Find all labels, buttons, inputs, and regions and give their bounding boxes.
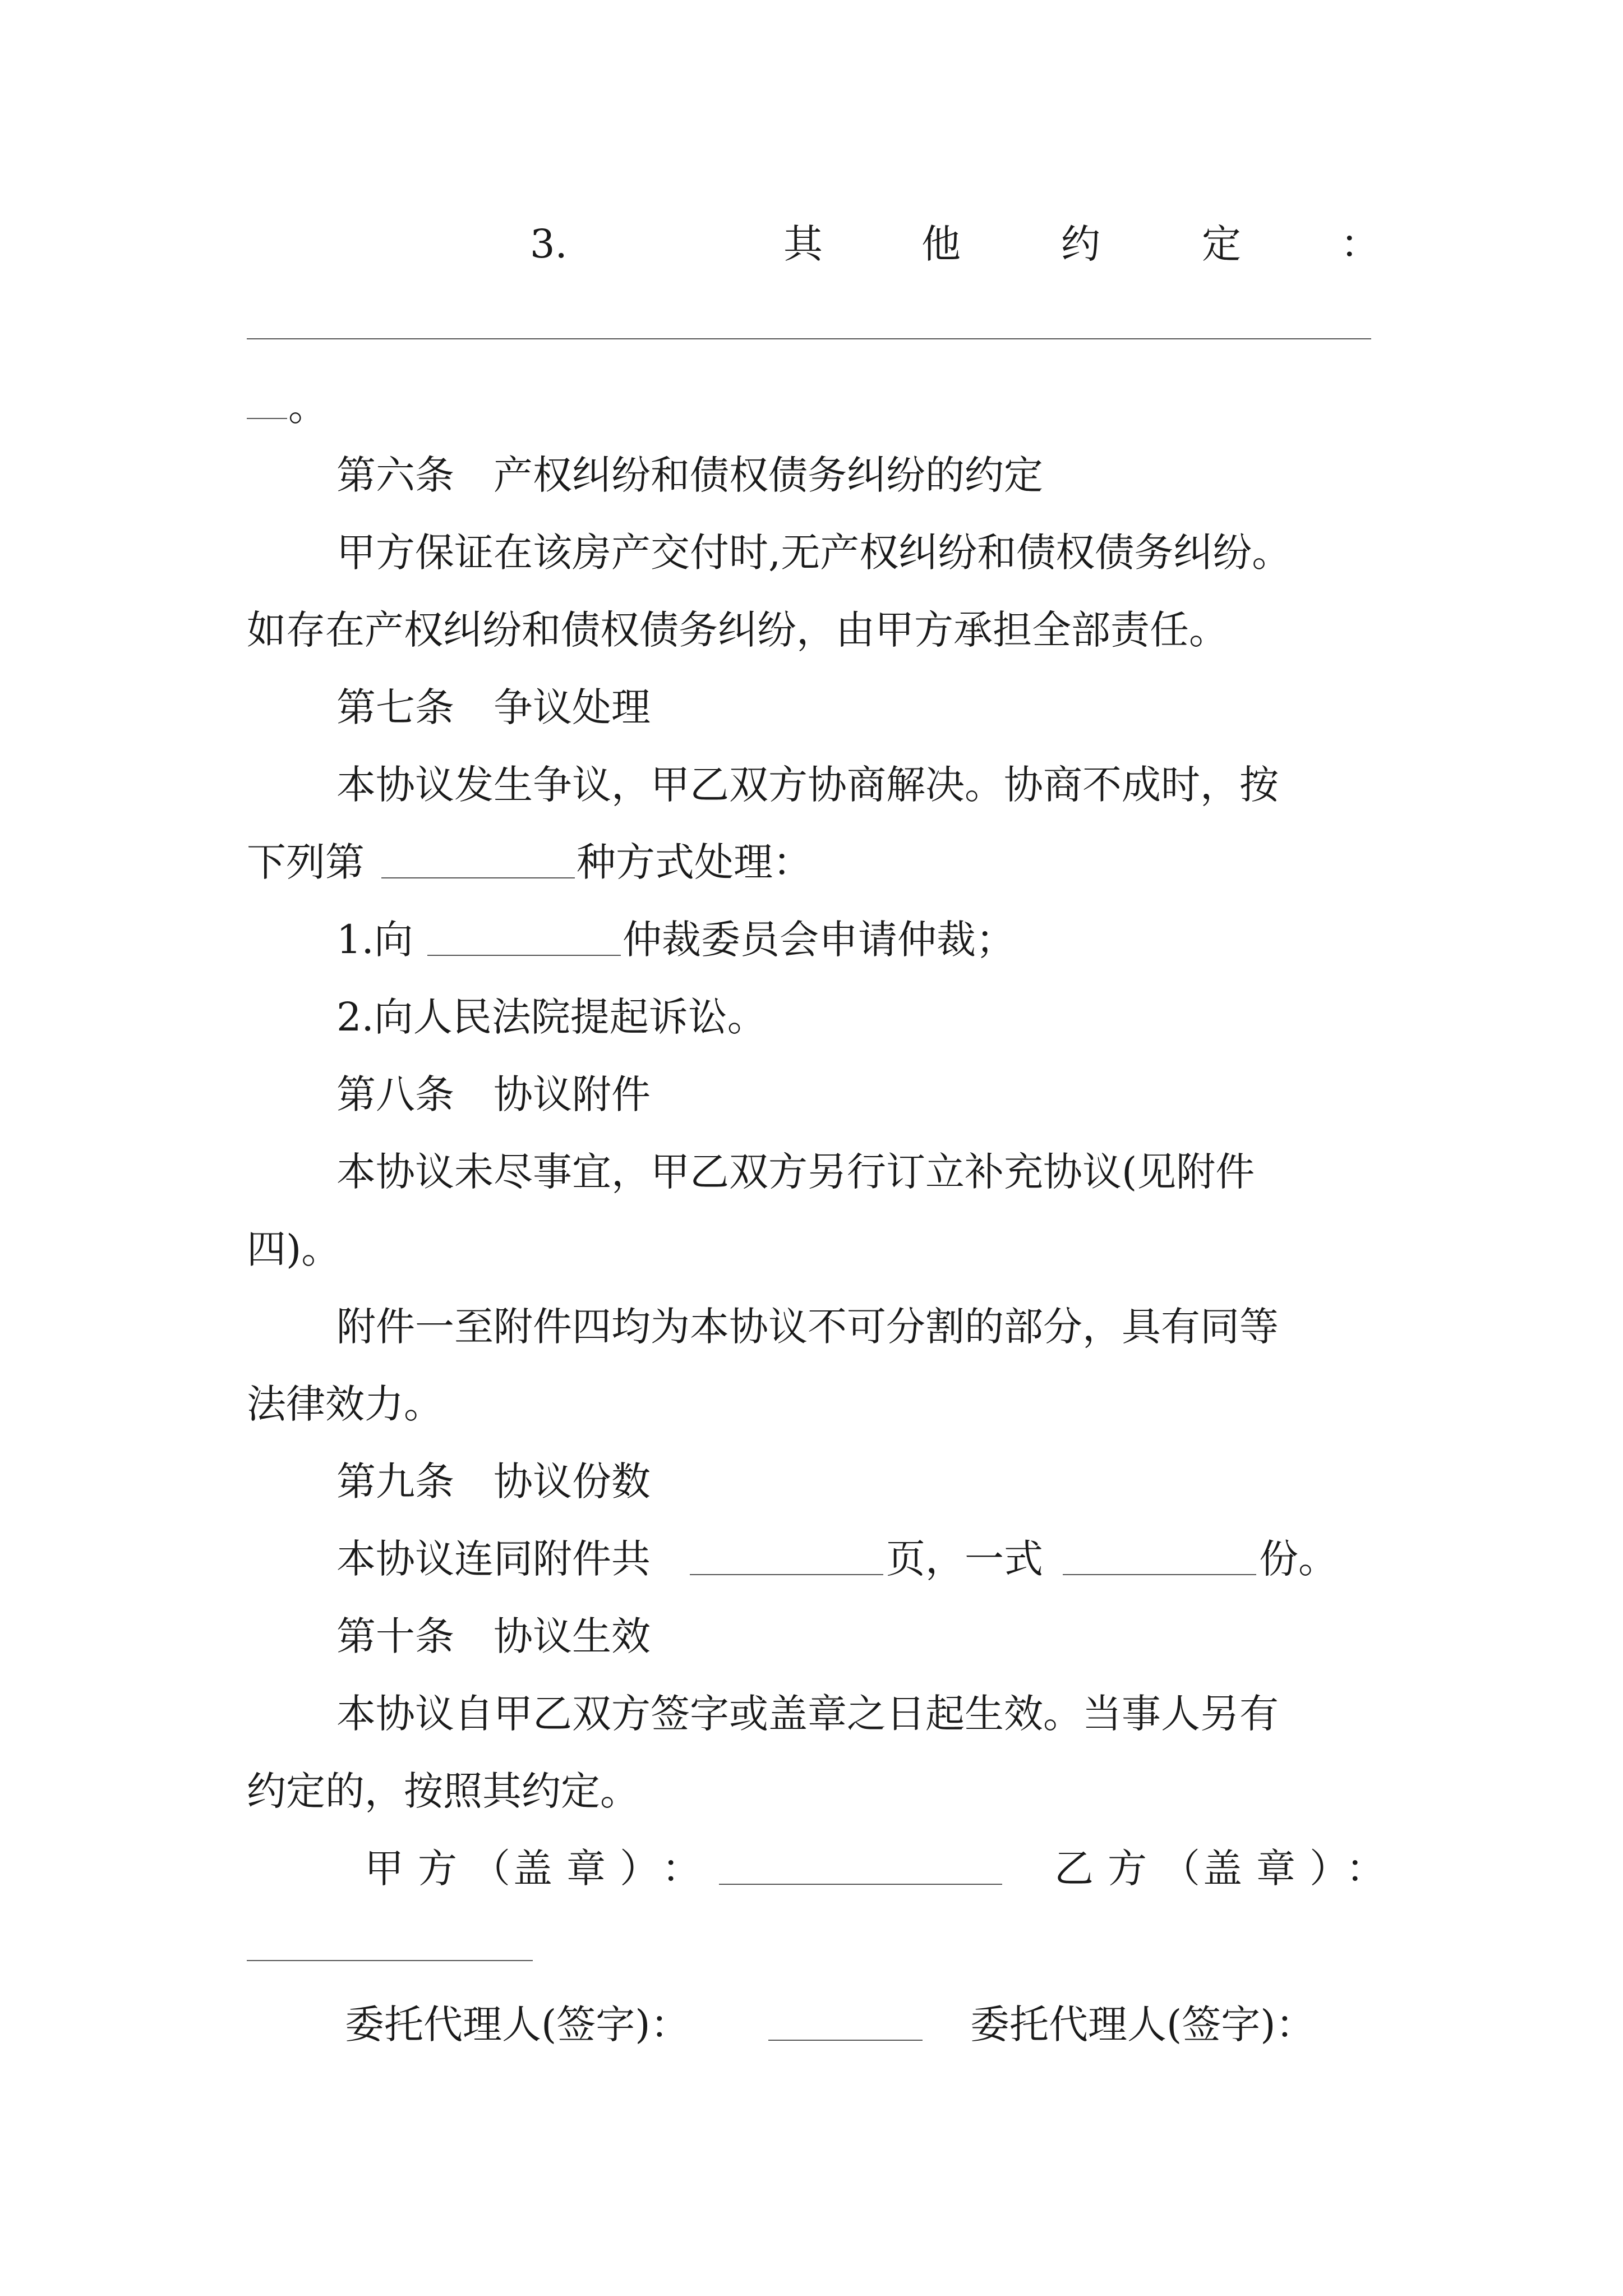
- party-b-char-6: ）: [1310, 1846, 1349, 1892]
- party-a-char-7: ：: [662, 1846, 701, 1892]
- article8-line3: 附件一至附件四均为本协议不可分割的部分，具有同等: [336, 1304, 1279, 1350]
- article8-line4: 法律效力。: [247, 1381, 443, 1427]
- article9-line1-pre: 本协议连同附件共: [336, 1536, 651, 1582]
- article6-line2: 如存在产权纠纷和债权债务纠纷，由甲方承担全部责任。: [247, 607, 1228, 653]
- other-char-colon: ：: [1340, 221, 1380, 267]
- other-blank-line: [247, 338, 1371, 339]
- party-a-char-3: （: [471, 1846, 510, 1892]
- article7-heading: 第七条 争议处理: [336, 684, 651, 730]
- party-b-char-4: 盖: [1203, 1846, 1242, 1892]
- party-b-char-7: ：: [1346, 1846, 1385, 1892]
- article9-line1-post: 份。: [1259, 1536, 1338, 1582]
- party-a-char-2: 方: [418, 1846, 457, 1892]
- article10-line2: 约定的，按照其约定。: [247, 1768, 639, 1814]
- copy-count-blank[interactable]: [1063, 1574, 1256, 1575]
- party-b-char-3: （: [1161, 1846, 1200, 1892]
- article8-heading: 第八条 协议附件: [336, 1071, 651, 1117]
- article7-line2-pre: 下列第: [247, 839, 365, 885]
- article7-option1-post: 仲裁委员会申请仲裁；: [623, 917, 1015, 963]
- party-a-char-4: 盖: [513, 1846, 552, 1892]
- page-count-blank[interactable]: [690, 1574, 883, 1575]
- party-b-char-2: 方: [1108, 1846, 1147, 1892]
- article8-line1: 本协议未尽事宜，甲乙双方另行订立补充协议(见附件: [336, 1149, 1255, 1195]
- agent-b-label: 委托代理人(签字)：: [970, 2001, 1315, 2047]
- article10-line1: 本协议自甲乙双方签字或盖章之日起生效。当事人另有: [336, 1691, 1279, 1737]
- article6-heading: 第六条 产权纠纷和债权债务纠纷的约定: [336, 452, 1043, 498]
- party-b-char-5: 章: [1256, 1846, 1295, 1892]
- article7-option2: 2.向人民法院提起诉讼。: [336, 994, 767, 1040]
- other-char-1: 其: [783, 221, 823, 267]
- article10-heading: 第十条 协议生效: [336, 1613, 651, 1659]
- arbitration-commission-blank[interactable]: [427, 955, 621, 956]
- other-char-3: 约: [1061, 221, 1100, 267]
- other-item-number: 3.: [530, 221, 568, 267]
- agent-a-signature-blank[interactable]: [768, 2040, 923, 2041]
- article7-option1-pre: 1.向: [336, 917, 413, 963]
- party-a-char-5: 章: [566, 1846, 606, 1892]
- article8-line2: 四)。: [247, 1226, 341, 1272]
- other-end-mark: 。: [288, 384, 328, 430]
- article9-heading: 第九条 协议份数: [336, 1458, 651, 1504]
- party-a-char-1: 甲: [365, 1846, 404, 1892]
- article9-line1-mid: 页，一式: [886, 1536, 1043, 1582]
- article7-line1: 本协议发生争议，甲乙双方协商解决。协商不成时，按: [336, 762, 1279, 808]
- agent-a-label: 委托代理人(签字)：: [345, 2001, 690, 2047]
- other-blank-line-end: [247, 418, 287, 419]
- party-b-seal-blank[interactable]: [247, 1960, 533, 1961]
- method-number-blank[interactable]: [381, 877, 575, 878]
- article6-line1: 甲方保证在该房产交付时,无产权纠纷和债权债务纠纷。: [336, 530, 1292, 576]
- party-b-char-1: 乙: [1054, 1846, 1094, 1892]
- other-char-2: 他: [921, 221, 961, 267]
- other-char-4: 定: [1202, 221, 1241, 267]
- party-a-seal-blank[interactable]: [719, 1884, 1002, 1885]
- party-a-char-6: ）: [620, 1846, 659, 1892]
- article7-line2-post: 种方式处理：: [577, 839, 812, 885]
